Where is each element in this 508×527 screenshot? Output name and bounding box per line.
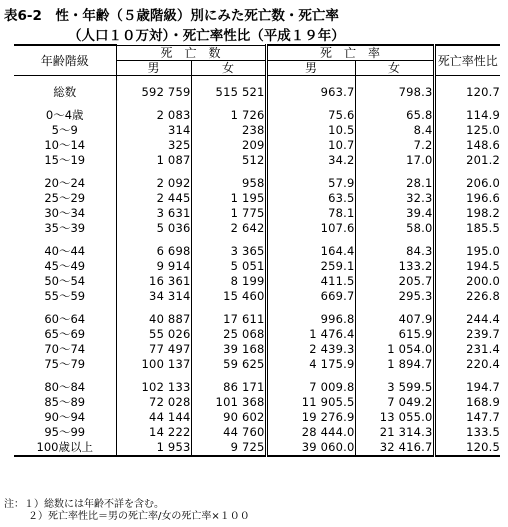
spacer-cell: [116, 168, 191, 176]
cell-rate-male: 34.2: [266, 153, 355, 168]
cell-rate-male: 107.6: [266, 221, 355, 236]
table-row: [14, 327, 500, 342]
cell-deaths-female: 17 611: [191, 312, 266, 327]
spacer-cell: [191, 236, 266, 244]
cell-deaths-female: 1 775: [191, 206, 266, 221]
cell-rate-male: 7 009.8: [266, 380, 355, 395]
cell-deaths-female: 9 725: [191, 440, 266, 456]
cell-ratio: 200.0: [434, 274, 500, 289]
header-rate: 死 亡 率: [266, 45, 434, 61]
table-row: [14, 176, 500, 191]
cell-deaths-female: 5 051: [191, 259, 266, 274]
cell-deaths-male: 100 137: [116, 357, 191, 372]
spacer-cell: [191, 168, 266, 176]
spacer-cell: [266, 168, 355, 176]
cell-rate-female: 407.9: [355, 312, 434, 327]
cell-deaths-female: 512: [191, 153, 266, 168]
group-spacer: [14, 76, 500, 86]
cell-ratio: 114.9: [434, 108, 500, 123]
cell-ratio: 206.0: [434, 176, 500, 191]
cell-rate-female: 7.2: [355, 138, 434, 153]
mortality-table: [14, 44, 500, 457]
cell-deaths-female: 3 365: [191, 244, 266, 259]
table-row: [14, 357, 500, 372]
spacer-cell: [14, 236, 116, 244]
cell-deaths-female: 90 602: [191, 410, 266, 425]
cell-rate-female: 615.9: [355, 327, 434, 342]
cell-ratio: 194.7: [434, 380, 500, 395]
spacer-cell: [355, 168, 434, 176]
cell-rate-female: 32.3: [355, 191, 434, 206]
header-rate-male: 男: [266, 61, 355, 76]
cell-deaths-male: 34 314: [116, 289, 191, 304]
cell-deaths-male: 1 953: [116, 440, 191, 456]
table-row: [14, 153, 500, 168]
table-row: [14, 289, 500, 304]
cell-ratio: 231.4: [434, 342, 500, 357]
cell-deaths-male: 6 698: [116, 244, 191, 259]
cell-ratio: 120.7: [434, 85, 500, 100]
spacer-cell: [116, 76, 191, 86]
cell-rate-female: 1 894.7: [355, 357, 434, 372]
cell-rate-female: 28.1: [355, 176, 434, 191]
group-spacer: [14, 304, 500, 312]
cell-rate-female: 8.4: [355, 123, 434, 138]
table-row: [14, 425, 500, 440]
spacer-cell: [434, 76, 500, 86]
cell-age: 55～59: [44, 289, 86, 303]
spacer-cell: [266, 76, 355, 86]
cell-deaths-female: 238: [191, 123, 266, 138]
header-age: 年齢階級: [14, 45, 116, 76]
table-row: [14, 410, 500, 425]
cell-ratio: 220.4: [434, 357, 500, 372]
spacer-cell: [14, 304, 116, 312]
table-notes: [4, 499, 250, 523]
cell-age: 100歳以上: [14, 440, 116, 456]
spacer-cell: [14, 168, 116, 176]
header-deaths: 死 亡 数: [116, 45, 266, 61]
cell-deaths-female: 15 460: [191, 289, 266, 304]
cell-deaths-male: 2 083: [116, 108, 191, 123]
cell-deaths-male: 14 222: [116, 425, 191, 440]
cell-deaths-female: 1 726: [191, 108, 266, 123]
cell-deaths-female: 515 521: [191, 85, 266, 100]
table-row: [14, 221, 500, 236]
cell-rate-female: 3 599.5: [355, 380, 434, 395]
cell-deaths-male: 314: [116, 123, 191, 138]
cell-ratio: 239.7: [434, 327, 500, 342]
cell-deaths-male: 102 133: [116, 380, 191, 395]
cell-age: 10～14: [44, 138, 86, 152]
cell-rate-male: 411.5: [266, 274, 355, 289]
cell-rate-male: 39 060.0: [266, 440, 355, 456]
cell-age: 85～89: [44, 395, 86, 409]
cell-ratio: 198.2: [434, 206, 500, 221]
cell-rate-male: 4 175.9: [266, 357, 355, 372]
header-ratio: 死亡率性比: [434, 45, 500, 76]
cell-rate-male: 1 476.4: [266, 327, 355, 342]
cell-age: 95～99: [44, 425, 86, 439]
cell-rate-male: 10.5: [266, 123, 355, 138]
spacer-cell: [355, 304, 434, 312]
cell-rate-female: 798.3: [355, 85, 434, 100]
spacer-cell: [355, 100, 434, 108]
cell-deaths-female: 25 068: [191, 327, 266, 342]
cell-ratio: 244.4: [434, 312, 500, 327]
cell-age: 45～49: [44, 259, 86, 273]
spacer-cell: [116, 100, 191, 108]
cell-deaths-male: 9 914: [116, 259, 191, 274]
table-row: [14, 191, 500, 206]
cell-ratio: 148.6: [434, 138, 500, 153]
cell-ratio: 226.8: [434, 289, 500, 304]
cell-deaths-female: 1 195: [191, 191, 266, 206]
cell-deaths-male: 5 036: [116, 221, 191, 236]
spacer-cell: [266, 304, 355, 312]
spacer-cell: [355, 76, 434, 86]
cell-age: 30～34: [44, 206, 86, 220]
spacer-cell: [191, 372, 266, 380]
cell-rate-male: 996.8: [266, 312, 355, 327]
spacer-cell: [191, 100, 266, 108]
cell-age: 20～24: [44, 176, 86, 190]
cell-rate-female: 205.7: [355, 274, 434, 289]
cell-ratio: 168.9: [434, 395, 500, 410]
cell-deaths-male: 55 026: [116, 327, 191, 342]
cell-age: 90～94: [44, 410, 86, 424]
cell-rate-female: 65.8: [355, 108, 434, 123]
spacer-cell: [266, 236, 355, 244]
cell-rate-male: 2 439.3: [266, 342, 355, 357]
cell-rate-female: 133.2: [355, 259, 434, 274]
group-spacer: [14, 372, 500, 380]
table-row: [14, 138, 500, 153]
cell-deaths-female: 86 171: [191, 380, 266, 395]
spacer-cell: [14, 100, 116, 108]
cell-rate-male: 78.1: [266, 206, 355, 221]
cell-rate-female: 295.3: [355, 289, 434, 304]
cell-rate-male: 19 276.9: [266, 410, 355, 425]
cell-deaths-male: 3 631: [116, 206, 191, 221]
group-spacer: [14, 236, 500, 244]
cell-ratio: 120.5: [434, 440, 500, 456]
spacer-cell: [434, 168, 500, 176]
table-row: [14, 395, 500, 410]
table-row: [14, 206, 500, 221]
cell-ratio: 147.7: [434, 410, 500, 425]
cell-deaths-female: 8 199: [191, 274, 266, 289]
spacer-cell: [266, 100, 355, 108]
table-row: [14, 123, 500, 138]
note-1: 注：１）総数には年齢不詳を含む。: [4, 499, 164, 510]
table-subtitle: （人口１０万対）・死亡率性比（平成１９年）: [68, 28, 345, 44]
cell-age: 60～64: [44, 312, 86, 326]
cell-ratio: 125.0: [434, 123, 500, 138]
cell-rate-female: 7 049.2: [355, 395, 434, 410]
cell-deaths-female: 101 368: [191, 395, 266, 410]
cell-rate-female: 21 314.3: [355, 425, 434, 440]
spacer-cell: [116, 304, 191, 312]
cell-age: 総数: [53, 85, 77, 99]
table-row: [14, 85, 500, 100]
cell-age: 5～9: [51, 123, 78, 137]
table-title: 表6-2 性・年齢（５歳階級）別にみた死亡数・死亡率: [4, 8, 339, 24]
cell-deaths-male: 72 028: [116, 395, 191, 410]
spacer-cell: [116, 372, 191, 380]
cell-rate-female: 1 054.0: [355, 342, 434, 357]
spacer-cell: [355, 236, 434, 244]
table-row: [14, 244, 500, 259]
cell-ratio: 195.0: [434, 244, 500, 259]
table-row: [14, 259, 500, 274]
cell-deaths-female: 209: [191, 138, 266, 153]
spacer-cell: [116, 236, 191, 244]
cell-deaths-male: 592 759: [116, 85, 191, 100]
group-spacer: [14, 168, 500, 176]
spacer-cell: [191, 76, 266, 86]
cell-deaths-male: 2 445: [116, 191, 191, 206]
spacer-cell: [434, 100, 500, 108]
group-spacer: [14, 100, 500, 108]
cell-deaths-male: 16 361: [116, 274, 191, 289]
cell-rate-female: 13 055.0: [355, 410, 434, 425]
cell-rate-female: 32 416.7: [355, 440, 434, 456]
table-row: [14, 440, 500, 456]
cell-ratio: 196.6: [434, 191, 500, 206]
cell-deaths-female: 44 760: [191, 425, 266, 440]
cell-deaths-male: 77 497: [116, 342, 191, 357]
cell-deaths-male: 44 144: [116, 410, 191, 425]
cell-rate-male: 11 905.5: [266, 395, 355, 410]
cell-rate-male: 28 444.0: [266, 425, 355, 440]
cell-age: 50～54: [44, 274, 86, 288]
header-deaths-female: 女: [191, 61, 266, 76]
cell-age: 35～39: [44, 221, 86, 235]
cell-rate-male: 75.6: [266, 108, 355, 123]
cell-deaths-female: 59 625: [191, 357, 266, 372]
cell-age: 75～79: [44, 357, 86, 371]
cell-age: 25～29: [44, 191, 86, 205]
table-row: [14, 312, 500, 327]
cell-age: 15～19: [44, 153, 86, 167]
cell-ratio: 201.2: [434, 153, 500, 168]
cell-rate-male: 259.1: [266, 259, 355, 274]
cell-rate-female: 58.0: [355, 221, 434, 236]
cell-rate-female: 39.4: [355, 206, 434, 221]
spacer-cell: [434, 372, 500, 380]
cell-deaths-male: 2 092: [116, 176, 191, 191]
cell-age: 70～74: [44, 342, 86, 356]
header-rate-female: 女: [355, 61, 434, 76]
cell-ratio: 185.5: [434, 221, 500, 236]
table-row: [14, 342, 500, 357]
cell-deaths-female: 39 168: [191, 342, 266, 357]
cell-deaths-male: 40 887: [116, 312, 191, 327]
spacer-cell: [355, 372, 434, 380]
cell-rate-male: 57.9: [266, 176, 355, 191]
cell-age: 65～69: [44, 327, 86, 341]
spacer-cell: [14, 76, 116, 86]
note-2: ２）死亡率性比＝男の死亡率/女の死亡率×１００: [28, 511, 250, 522]
spacer-cell: [434, 236, 500, 244]
cell-rate-male: 10.7: [266, 138, 355, 153]
cell-rate-male: 669.7: [266, 289, 355, 304]
cell-rate-female: 17.0: [355, 153, 434, 168]
cell-age: 40～44: [44, 244, 86, 258]
table-row: [14, 108, 500, 123]
spacer-cell: [434, 304, 500, 312]
cell-age: 0～4歳: [45, 108, 84, 122]
cell-deaths-female: 2 642: [191, 221, 266, 236]
cell-rate-male: 963.7: [266, 85, 355, 100]
header-deaths-male: 男: [116, 61, 191, 76]
cell-ratio: 133.5: [434, 425, 500, 440]
cell-ratio: 194.5: [434, 259, 500, 274]
cell-deaths-female: 958: [191, 176, 266, 191]
cell-rate-male: 63.5: [266, 191, 355, 206]
table-row: [14, 380, 500, 395]
spacer-cell: [14, 372, 116, 380]
table-row: [14, 274, 500, 289]
cell-deaths-male: 325: [116, 138, 191, 153]
spacer-cell: [266, 372, 355, 380]
cell-age: 80～84: [44, 380, 86, 394]
cell-deaths-male: 1 087: [116, 153, 191, 168]
spacer-cell: [191, 304, 266, 312]
cell-rate-female: 84.3: [355, 244, 434, 259]
cell-rate-male: 164.4: [266, 244, 355, 259]
